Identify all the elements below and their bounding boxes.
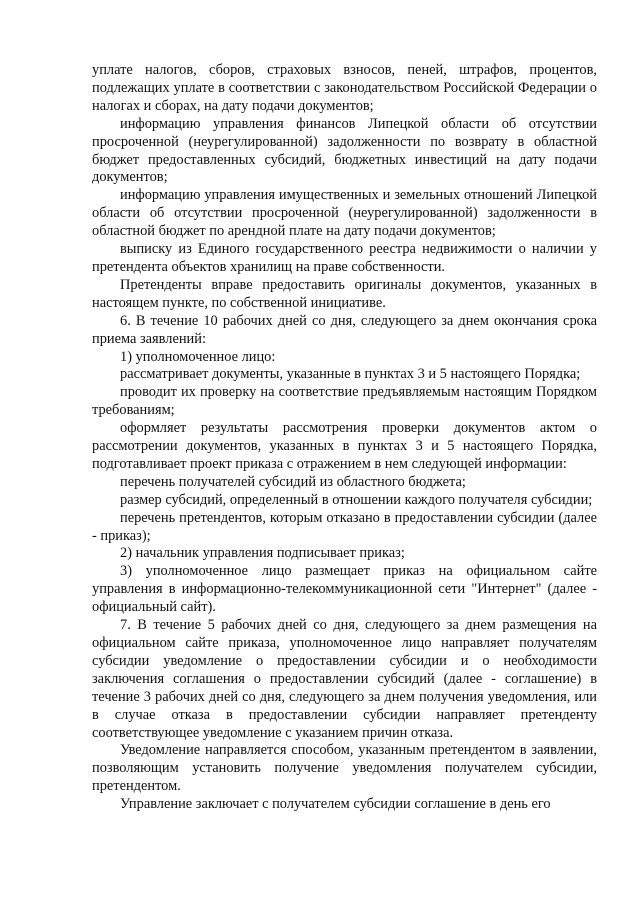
paragraph-taxes-continuation: уплате налогов, сборов, страховых взносов, пеней, штрафов, процентов, подлежащих уплате в соответствии с законодательством Российской Федерации о налогах и сборах, на дату подачи документов; xyxy=(92,62,597,114)
paragraph-recipients-list: перечень получателей субсидий из областного бюджета; xyxy=(120,473,466,490)
paragraph-notification-method: Уведомление направляется способом, указанным претендентом в заявлении, позволяющим установить получение уведомления получателем субсидии, претендентом. xyxy=(92,742,597,795)
paragraph-property-info: информацию управления имущественных и земельных отношений Липецкой области об отсутствии просроченной (неурегулированной) задолженности в областной бюджет по арендной плате на дату подачи документов; xyxy=(92,187,597,240)
paragraph-registry-extract: выписку из Единого государственного реестра недвижимости о наличии у претендента объектов хранилищ на праве собственности. xyxy=(92,241,597,275)
paragraph-item-6-1: 1) уполномоченное лицо: xyxy=(120,348,276,365)
paragraph-reviews-documents: рассматривает документы, указанные в пунктах 3 и 5 настоящего Порядка; xyxy=(120,366,581,383)
paragraph-finance-info: информацию управления финансов Липецкой области об отсутствии просроченной (неурегулированной) задолженности по возврату в областной бюджет предоставленных субсидий, бюджетных инвестиций на дату подачи документов; xyxy=(92,115,597,186)
paragraph-item-6-2: 2) начальник управления подписывает приказ; xyxy=(120,545,405,562)
paragraph-item-7: 7. В течение 5 рабочих дней со дня, следующего за днем размещения на официальном сайте приказа, уполномоченное лицо направляет получателям субсидии уведомление о предоставлении субсидии и о необходимости заключения соглашения о предоставлении субсидий (далее - соглашение) в течение 3 рабочих дней со дня, следующего за днем получения уведомления, или в случае отказа в предоставлении субсидии направляет претенденту соответствующее уведомление с указанием причин отказа. xyxy=(92,617,597,741)
paragraph-checks-compliance: проводит их проверку на соответствие предъявляемым настоящим Порядком требованиям; xyxy=(92,384,597,419)
paragraph-item-6: 6. В течение 10 рабочих дней со дня, следующего за днем окончания срока приема заявлений: xyxy=(92,312,597,347)
document-page xyxy=(92,62,597,814)
paragraph-agreement-start: Управление заключает с получателем субсидии соглашение в день его xyxy=(120,796,551,813)
paragraph-item-6-3: 3) уполномоченное лицо размещает приказ на официальном сайте управления в информационно-телекоммуникационной сети "Интернет" (далее - официальный сайт). xyxy=(92,563,597,616)
paragraph-refused-list: перечень претендентов, которым отказано в предоставлении субсидии (далее - приказ); xyxy=(92,509,597,544)
paragraph-subsidy-size: размер субсидий, определенный в отношении каждого получателя субсидии; xyxy=(120,491,593,508)
paragraph-originals-right: Претенденты вправе предоставить оригиналы документов, указанных в настоящем пункте, по собственной инициативе. xyxy=(92,276,597,311)
paragraph-formalizes-results: оформляет результаты рассмотрения проверки документов актом о рассмотрении документов, указанных в пунктах 3 и 5 настоящего Порядка, подготавливает проект приказа с отражением в нем следующей информации: xyxy=(92,420,597,472)
